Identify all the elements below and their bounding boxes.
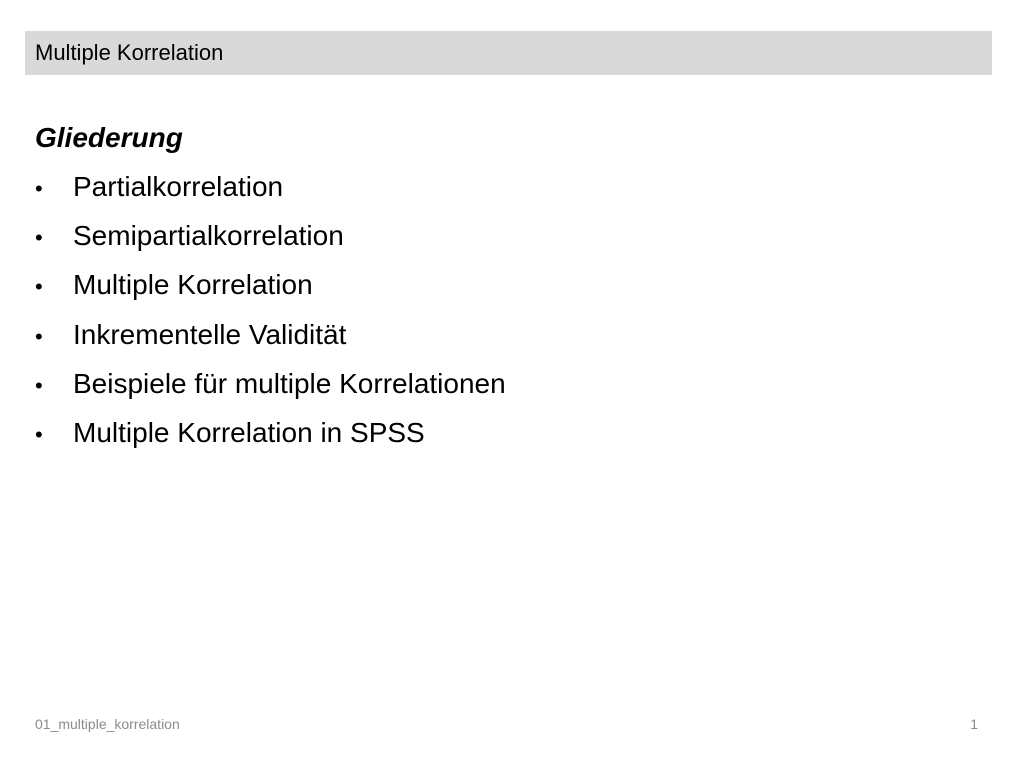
bullet-icon: • xyxy=(35,421,43,447)
bullet-icon: • xyxy=(35,323,43,349)
slide-content xyxy=(35,118,935,462)
slide-header-bar xyxy=(25,31,992,75)
outline-item-label: Semipartialkorrelation xyxy=(73,220,344,252)
outline-item-label: Beispiele für multiple Korrelationen xyxy=(73,367,506,399)
outline-item xyxy=(35,216,935,265)
outline-list xyxy=(35,167,935,462)
bullet-icon: • xyxy=(35,225,43,251)
outline-item xyxy=(35,364,935,413)
outline-item xyxy=(35,265,935,314)
outline-item xyxy=(35,167,935,216)
outline-item-label: Multiple Korrelation xyxy=(73,269,313,301)
outline-heading: Gliederung xyxy=(35,122,183,153)
outline-item xyxy=(35,315,935,364)
slide-title: Multiple Korrelation xyxy=(35,40,224,65)
bullet-icon: • xyxy=(35,274,43,300)
bullet-icon: • xyxy=(35,176,43,201)
outline-item-label: Inkrementelle Validität xyxy=(73,318,347,350)
outline-item xyxy=(35,413,935,462)
outline-item-label: Multiple Korrelation in SPSS xyxy=(73,416,425,448)
page-number: 1 xyxy=(970,716,978,732)
bullet-icon: • xyxy=(35,372,43,398)
footer-filename: 01_multiple_korrelation xyxy=(35,716,180,732)
outline-item-label: Partialkorrelation xyxy=(73,171,284,202)
